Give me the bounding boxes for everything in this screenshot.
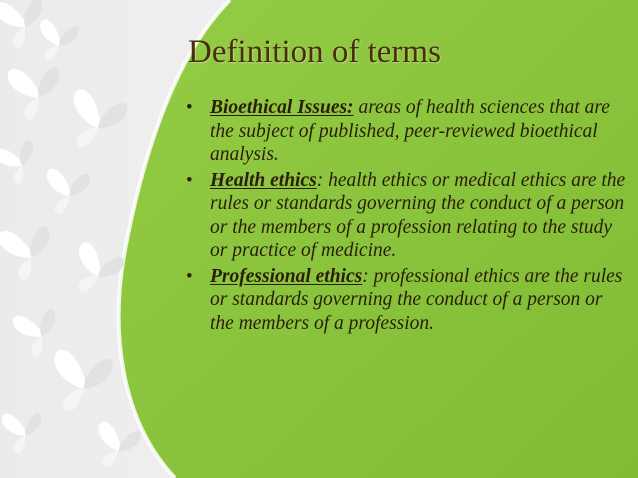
term-professional-ethics: Professional ethics [210, 265, 363, 287]
definition-health-ethics: : health ethics or medical ethics are the rules or standards governing the conduct of a person or the members of a profession relating to the study or practice of medicine. [210, 169, 626, 261]
bullet-icon: • [186, 265, 193, 287]
bullet-item-bioethical-issues [186, 96, 626, 167]
bullet-icon: • [186, 97, 193, 118]
definition-bioethical-issues: areas of health sciences that are the subject of published, peer-reviewed bioethical analysis. [210, 97, 610, 165]
bullet-item-professional-ethics [186, 265, 626, 336]
term-health-ethics: Health ethics [210, 169, 317, 191]
definition-professional-ethics: : professional ethics are the rules or standards governing the conduct of a person or the members of a profession. [210, 265, 623, 334]
bullet-list [186, 96, 626, 337]
slide-title: Definition of terms [188, 34, 441, 70]
bullet-item-health-ethics [186, 169, 626, 263]
term-bioethical-issues: Bioethical Issues: [210, 97, 354, 118]
bullet-icon: • [186, 169, 193, 191]
